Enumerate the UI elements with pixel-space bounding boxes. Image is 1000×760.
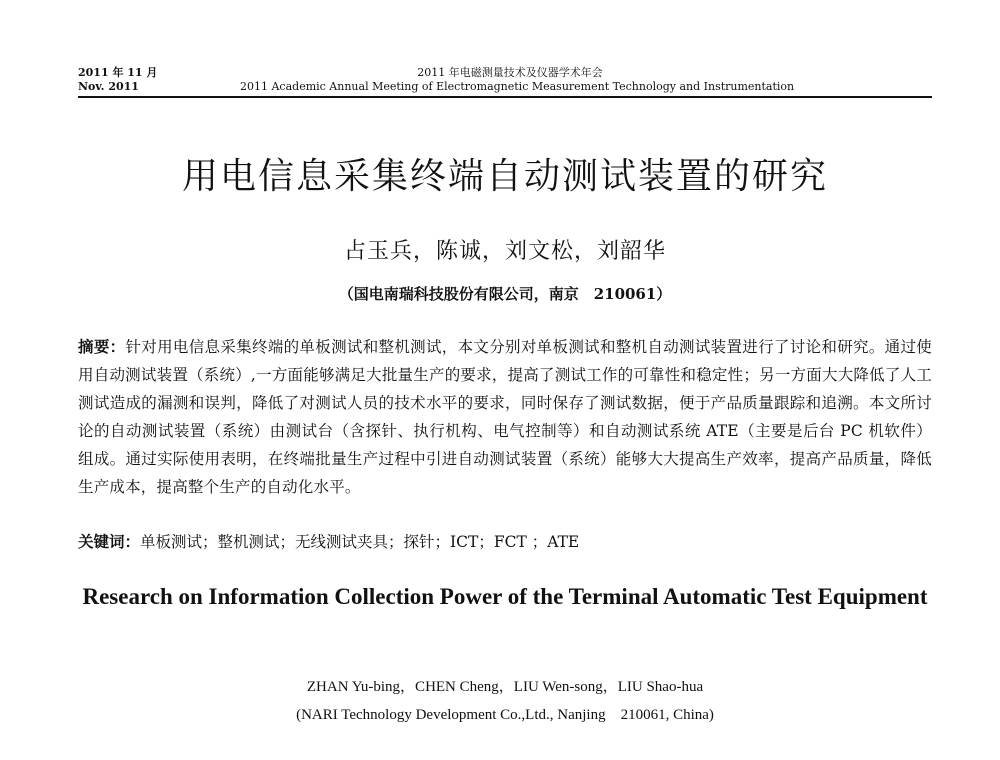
authors-cn: 占玉兵，陈诚，刘文松，刘韶华 [343,239,666,264]
abstract [78,333,932,501]
paper-title-en: Research on Information Collection Power of the Terminal Automatic Test Equipment [82,584,928,609]
keywords [78,528,932,556]
header-conference [240,66,795,94]
paper-title: 用电信息采集终端自动测试装置的研究 [181,156,828,197]
header-date-en: Nov. 2011 [78,80,139,93]
header-conference-cn: 2011 年电磁测量技术及仪器学术年会 [417,66,603,79]
header-conference-en: 2011 Academic Annual Meeting of Electromagnetic Measurement Technology and Instrumentation [240,80,795,93]
affiliation-cn: （国电南瑞科技股份有限公司，南京 210061） [338,285,672,303]
keywords-text: 单板测试；整机测试；无线测试夹具；探针；ICT；FCT ；ATE [140,533,580,551]
keywords-label: 关键词： [78,532,141,551]
header-divider [78,96,932,98]
abstract-text: 针对用电信息采集终端的单板测试和整机测试，本文分别对单板测试和整机自动测试装置进行了讨论和研究。通过使用自动测试装置（系统）,一方面能够满足大批量生产的要求，提高了测试工作的可靠性和稳定性；另一方面大大降低了人工测试造成的漏测和误判，降低了对测试人员的技术水平的要求，同时保存了测试数据，便于产品质量跟踪和追溯。本文所讨论的自动测试装置（系统）由测试台（含探针、执行机构、电气控制等）和自动测试系统 ATE（主要是后台 PC 机软件）组成。通过实际使用表明，在终端批量生产过程中引进自动测试装置（系统）能够大大提高生产效率，提高产品质量，降低生产成本，提高整个生产的自动化水平。 [78,338,932,496]
authors-en: ZHAN Yu-bing，CHEN Cheng，LIU Wen-song，LIU Shao-hua [306,679,704,695]
abstract-label: 摘要： [78,337,126,356]
affiliation-en: (NARI Technology Development Co.,Ltd., Nanjing 210061, China) [296,707,714,723]
header-date-cn: 2011 年 11 月 [78,66,158,79]
header-date [78,66,157,94]
